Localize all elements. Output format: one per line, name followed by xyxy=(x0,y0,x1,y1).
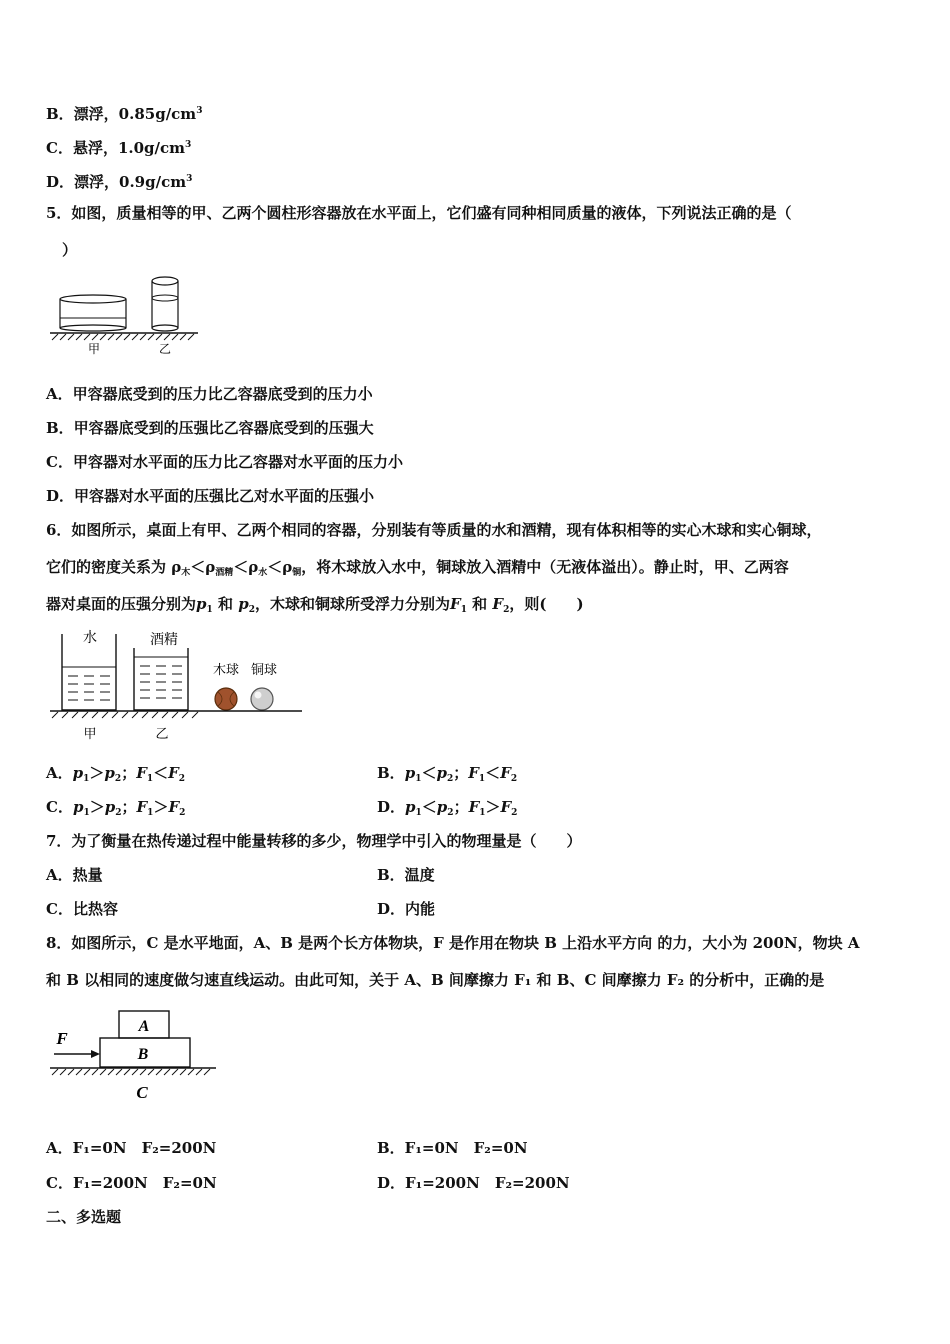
q8-label-a: A xyxy=(138,1018,150,1035)
q5-label-yi: 乙 xyxy=(158,342,172,356)
q6-option-b: B．$p_1<p_2$；$F_1<F_2$ xyxy=(377,764,518,784)
q5-stem: 5．如图，质量相等的甲、乙两个圆柱形容器放在水平面上，它们盛有同种相同质量的液体，下列说法正确的是（ xyxy=(46,204,792,222)
q5-option-b: B．甲容器底受到的压强比乙容器底受到的压强大 xyxy=(46,419,374,437)
q6-figure xyxy=(46,626,308,744)
q6-label-water: 水 xyxy=(83,630,97,646)
q5-option-c: C．甲容器对水平面的压力比乙容器对水平面的压力小 xyxy=(46,453,403,471)
q4-option-c: C．悬浮，$1.0g/cm^3$ xyxy=(46,139,192,157)
q5-label-jia: 甲 xyxy=(87,342,101,356)
q6-stem-1: 6．如图所示，桌面上有甲、乙两个相同的容器，分别装有等质量的水和酒精，现有体积相等的实心木球和实心铜球， xyxy=(46,521,822,539)
q6-option-a: A．$p_1>p_2$；$F_1<F_2$ xyxy=(46,764,186,784)
q6-stem-2: 它们的密度关系为 $\rho_木<\rho_{酒精}<\rho_水<\rho_铜$，将木球放入水中，铜球放入酒精中（无液体溢出）。静止时，甲、乙两容 xyxy=(46,558,789,578)
q8-figure xyxy=(46,1006,226,1104)
q7-option-b: B．温度 xyxy=(377,866,435,884)
q6-label-copper: 铜球 xyxy=(250,663,278,678)
q5-option-a: A．甲容器底受到的压力比乙容器底受到的压力小 xyxy=(46,385,373,403)
q8-option-d: D．F₁=200N F₂=200N xyxy=(377,1174,570,1192)
q6-label-alcohol: 酒精 xyxy=(150,632,178,648)
q6-stem-3: 器对桌面的压强分别为$p_1$ 和 $p_2$，木球和铜球所受浮力分别为$F_1$ 和 $F_2$，则( ) xyxy=(46,595,584,615)
q5-stem-close: ） xyxy=(62,241,78,259)
q6-label-wood: 木球 xyxy=(212,663,240,678)
q6-label-jia: 甲 xyxy=(83,727,97,742)
q7-option-a: A．热量 xyxy=(46,866,103,884)
wood-ball xyxy=(215,688,237,710)
q8-label-f: F xyxy=(56,1029,68,1048)
q8-option-a: A．F₁=0N F₂=200N xyxy=(46,1139,217,1157)
q8-option-b: B．F₁=0N F₂=0N xyxy=(377,1139,528,1157)
q6-label-yi: 乙 xyxy=(155,727,169,742)
q7-stem: 7．为了衡量在热传递过程中能量转移的多少，物理学中引入的物理量是（ ） xyxy=(46,832,582,850)
q6-option-d: D．$p_1<p_2$；$F_1>F_2$ xyxy=(377,798,518,818)
q8-stem-1: 8．如图所示，C 是水平地面，A、B 是两个长方体物块，F 是作用在物块 B 上沿水平方向 的力，大小为 200N，物块 A xyxy=(46,934,860,952)
q5-figure xyxy=(46,272,206,356)
section-heading: 二、多选题 xyxy=(46,1208,122,1226)
q7-option-d: D．内能 xyxy=(377,900,436,918)
q6-option-c: C．$p_1>p_2$；$F_1>F_2$ xyxy=(46,798,186,818)
q4-option-d: D．漂浮，$0.9g/cm^3$ xyxy=(46,173,193,191)
q5-option-d: D．甲容器对水平面的压强比乙对水平面的压强小 xyxy=(46,487,375,505)
q8-label-b: B xyxy=(137,1046,149,1063)
q8-stem-2: 和 B 以相同的速度做匀速直线运动。由此可知，关于 A、B 间摩擦力 F₁ 和 B、C 间摩擦力 F₂ 的分析中，正确的是 xyxy=(46,971,825,989)
copper-ball xyxy=(251,688,273,710)
q8-label-c: C xyxy=(136,1083,148,1102)
q7-option-c: C．比热容 xyxy=(46,900,118,918)
q8-option-c: C．F₁=200N F₂=0N xyxy=(46,1174,217,1192)
q4-option-b: B．漂浮，$0.85g/cm^3$ xyxy=(46,105,203,123)
